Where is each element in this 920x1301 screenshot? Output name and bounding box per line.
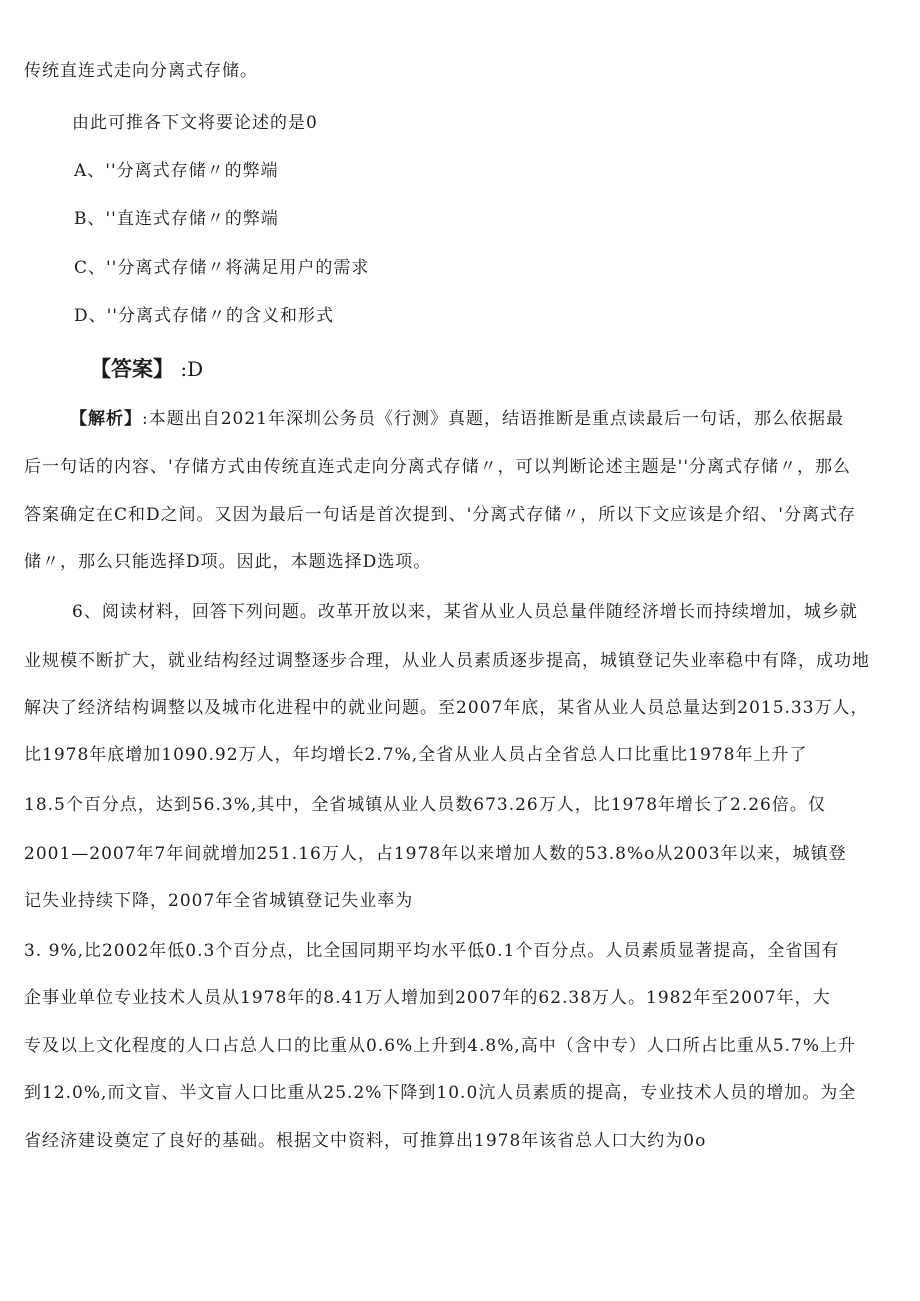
- option-d: D、''分离式存储〃的含义和形式: [74, 306, 334, 326]
- analysis-line-3: 答案确定在C和D之间。又因为最后一句话是首次提到、'分离式存储〃，所以下文应该是介绍、'分离式存: [24, 505, 856, 525]
- q6-line-7: 记失业持续下降，2007年全省城镇登记失业率为: [24, 891, 414, 911]
- q6-line-5: 18.5个百分点，达到56.3%,其中，全省城镇从业人员数673.26万人，比1978年增长了2.26倍。仅: [24, 795, 826, 815]
- q6-line-3: 解决了经济结构调整以及城市化进程中的就业问题。至2007年底，某省从业人员总量达到2015.33万人，: [24, 698, 869, 718]
- q6-line-2: 业规模不断扩大，就业结构经过调整逐步合理，从业人员素质逐步提高，城镇登记失业率稳中有降，成功地: [24, 651, 870, 671]
- analysis-line-2: 后一句话的内容、'存储方式由传统直连式走向分离式存储〃，可以判断论述主题是''分离式存储〃，那么: [24, 457, 852, 477]
- option-c: C、''分离式存储〃将满足用户的需求: [74, 258, 370, 278]
- q6-line-4: 比1978年底增加1090.92万人，年均增长2.7%,全省从业人员占全省总人口比重比1978年上升了: [24, 745, 808, 765]
- analysis-line-1: [70, 408, 844, 430]
- answer-label: 【答案】: [90, 357, 174, 381]
- q6-line-11: 到12.0%,而文盲、半文盲人口比重从25.2%下降到10.0沆人员素质的提高，专业技术人员的增加。为全: [24, 1083, 857, 1103]
- answer-row: [90, 356, 203, 382]
- q6-line-12: 省经济建设奠定了良好的基础。根据文中资料，可推算出1978年该省总人口大约为0o: [24, 1131, 707, 1151]
- analysis-label: 【解析】: [70, 409, 142, 429]
- q6-line-10: 专及以上文化程度的人口占总人口的比重从0.6%上升到4.8%,高中（含中专）人口所占比重从5.7%上升: [24, 1036, 856, 1056]
- question-stem: 由此可推各下文将要论述的是0: [72, 113, 318, 133]
- q6-line-6: 2001—2007年7年间就增加251.16万人，占1978年以来增加人数的53.8%o从2003年以来，城镇登: [24, 844, 847, 864]
- q6-line-1: 6、阅读材料，回答下列问题。改革开放以来，某省从业人员总量伴随经济增长而持续增加，城乡就: [72, 602, 858, 622]
- option-a: A、''分离式存储〃的弊端: [74, 161, 279, 181]
- answer-value: :D: [180, 357, 204, 381]
- analysis-text: :本题出自2021年深圳公务员《行测》真题，结语推断是重点读最后一句话，那么依据最: [142, 409, 844, 429]
- analysis-line-4: 储〃，那么只能选择D项。因此，本题选择D选项。: [24, 552, 432, 572]
- intro-tail-text: 传统直连式走向分离式存储。: [24, 61, 258, 81]
- q6-line-8: 3. 9%,比2002年低0.3个百分点，比全国同期平均水平低0.1个百分点。人员素质显著提高，全省国有: [24, 941, 840, 961]
- option-b: B、''直连式存储〃的弊端: [74, 209, 279, 229]
- q6-line-9: 企事业单位专业技术人员从1978年的8.41万人增加到2007年的62.38万人。1982年至2007年，大: [24, 988, 831, 1008]
